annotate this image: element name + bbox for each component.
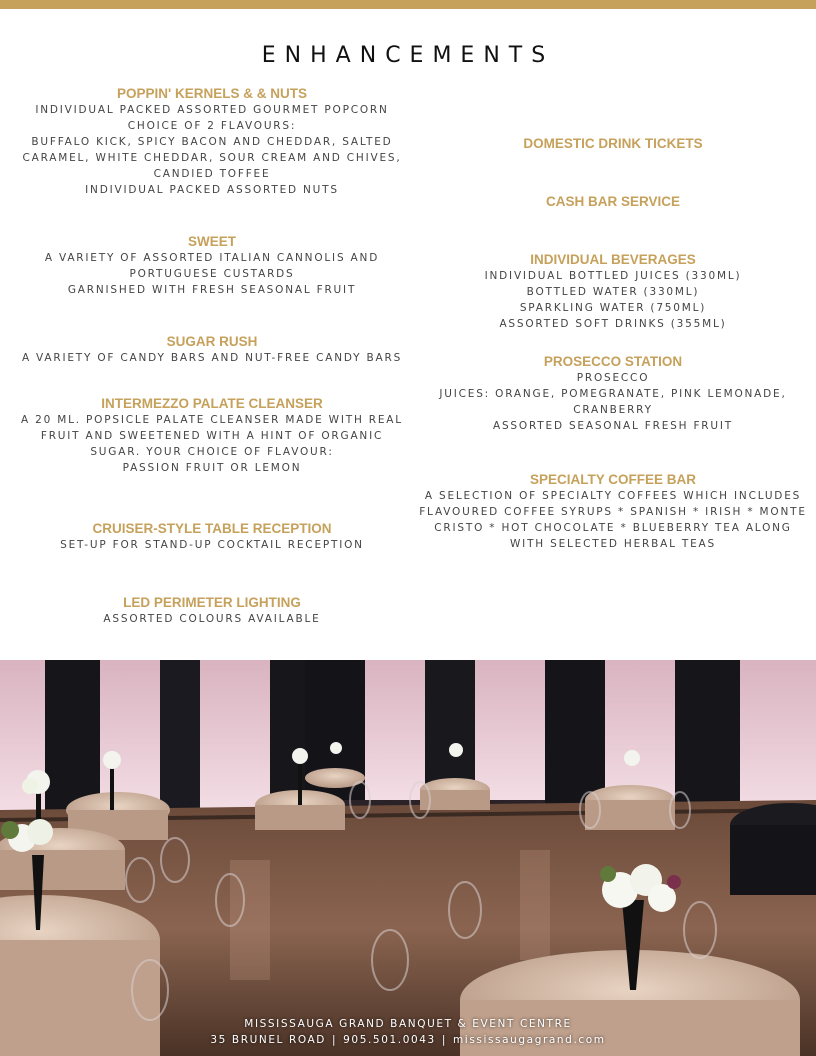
section-sugar-rush: [12, 333, 412, 366]
section-prosecco-station: [410, 353, 816, 434]
section-line: A 20 ML. POPSICLE PALATE CLEANSER MADE WITH REAL: [21, 414, 403, 426]
section-line: CRISTO * HOT CHOCOLATE * BLUEBERRY TEA ALONG: [434, 522, 792, 534]
section-line: FLAVOURED COFFEE SYRUPS * SPANISH * IRISH * MONTE: [419, 506, 807, 518]
section-line: A VARIETY OF CANDY BARS AND NUT-FREE CANDY BARS: [21, 352, 403, 364]
section-line: A SELECTION OF SPECIALTY COFFEES WHICH INCLUDES: [424, 490, 802, 502]
section-line: FRUIT AND SWEETENED WITH A HINT OF ORGANIC: [40, 430, 384, 442]
banquet-hall-photo: [0, 660, 816, 1056]
section-cruiser-style: [12, 520, 412, 553]
section-line: ASSORTED COLOURS AVAILABLE: [103, 613, 321, 625]
section-title: PROSECCO STATION: [543, 354, 683, 369]
section-line: BOTTLED WATER (330ML): [526, 286, 700, 298]
section-line: ASSORTED SEASONAL FRESH FRUIT: [492, 420, 733, 432]
section-line: CARAMEL, WHITE CHEDDAR, SOUR CREAM AND CHIVES,: [22, 152, 402, 164]
section-line: PROSECCO: [576, 372, 650, 384]
section-title: SWEET: [187, 234, 236, 249]
section-line: CHOICE OF 2 FLAVOURS:: [127, 120, 297, 132]
footer-address: 35 BRUNEL ROAD: [210, 1034, 326, 1046]
curtains: [0, 660, 816, 810]
section-title: INTERMEZZO PALATE CLEANSER: [101, 396, 323, 411]
section-line: ASSORTED SOFT DRINKS (355ML): [499, 318, 727, 330]
footer-separator: |: [332, 1034, 338, 1046]
section-title: SUGAR RUSH: [166, 334, 258, 349]
footer: [0, 1016, 816, 1048]
section-sweet: [12, 233, 412, 298]
section-line: BUFFALO KICK, SPICY BACON AND CHEDDAR, SALTED: [31, 136, 393, 148]
section-title: LED PERIMETER LIGHTING: [123, 595, 301, 610]
section-line: PORTUGUESE CUSTARDS: [129, 268, 295, 280]
section-line: WITH SELECTED HERBAL TEAS: [509, 538, 716, 550]
footer-contact: [0, 1032, 816, 1048]
section-line: INDIVIDUAL PACKED ASSORTED GOURMET POPCORN: [35, 104, 389, 116]
section-line: SUGAR. YOUR CHOICE OF FLAVOUR:: [90, 446, 334, 458]
section-poppin-kernels: [12, 85, 412, 198]
page-title: ENHANCEMENTS: [261, 42, 555, 68]
section-line: JUICES: ORANGE, POMEGRANATE, PINK LEMONADE,: [439, 388, 787, 400]
section-line: INDIVIDUAL PACKED ASSORTED NUTS: [85, 184, 339, 196]
footer-website-link[interactable]: mississaugagrand.com: [452, 1034, 606, 1046]
section-title: CASH BAR SERVICE: [545, 194, 681, 209]
section-line: SPARKLING WATER (750ML): [519, 302, 707, 314]
footer-venue: MISSISSAUGA GRAND BANQUET & EVENT CENTRE: [244, 1018, 572, 1030]
section-line: CANDIED TOFFEE: [153, 168, 271, 180]
section-cash-bar: [410, 193, 816, 210]
section-domestic-drink-tickets: [410, 135, 816, 152]
section-line: PASSION FRUIT OR LEMON: [122, 462, 302, 474]
section-title: CRUISER-STYLE TABLE RECEPTION: [92, 521, 332, 536]
footer-phone: 905.501.0043: [343, 1034, 436, 1046]
left-column: [12, 0, 412, 660]
footer-separator: |: [441, 1034, 447, 1046]
section-line: CRANBERRY: [573, 404, 653, 416]
section-individual-beverages: [410, 251, 816, 332]
section-line: INDIVIDUAL BOTTLED JUICES (330ML): [484, 270, 742, 282]
section-title: POPPIN' KERNELS & & NUTS: [117, 86, 307, 101]
section-line: SET-UP FOR STAND-UP COCKTAIL RECEPTION: [60, 539, 364, 551]
section-line: GARNISHED WITH FRESH SEASONAL FRUIT: [67, 284, 357, 296]
right-column: [410, 0, 816, 660]
section-title: DOMESTIC DRINK TICKETS: [523, 136, 703, 151]
section-line: A VARIETY OF ASSORTED ITALIAN CANNOLIS AND: [44, 252, 380, 264]
section-title: INDIVIDUAL BEVERAGES: [530, 252, 696, 267]
section-led-lighting: [12, 594, 412, 627]
section-title: SPECIALTY COFFEE BAR: [529, 472, 696, 487]
section-intermezzo: [12, 395, 412, 476]
section-specialty-coffee: [410, 471, 816, 552]
